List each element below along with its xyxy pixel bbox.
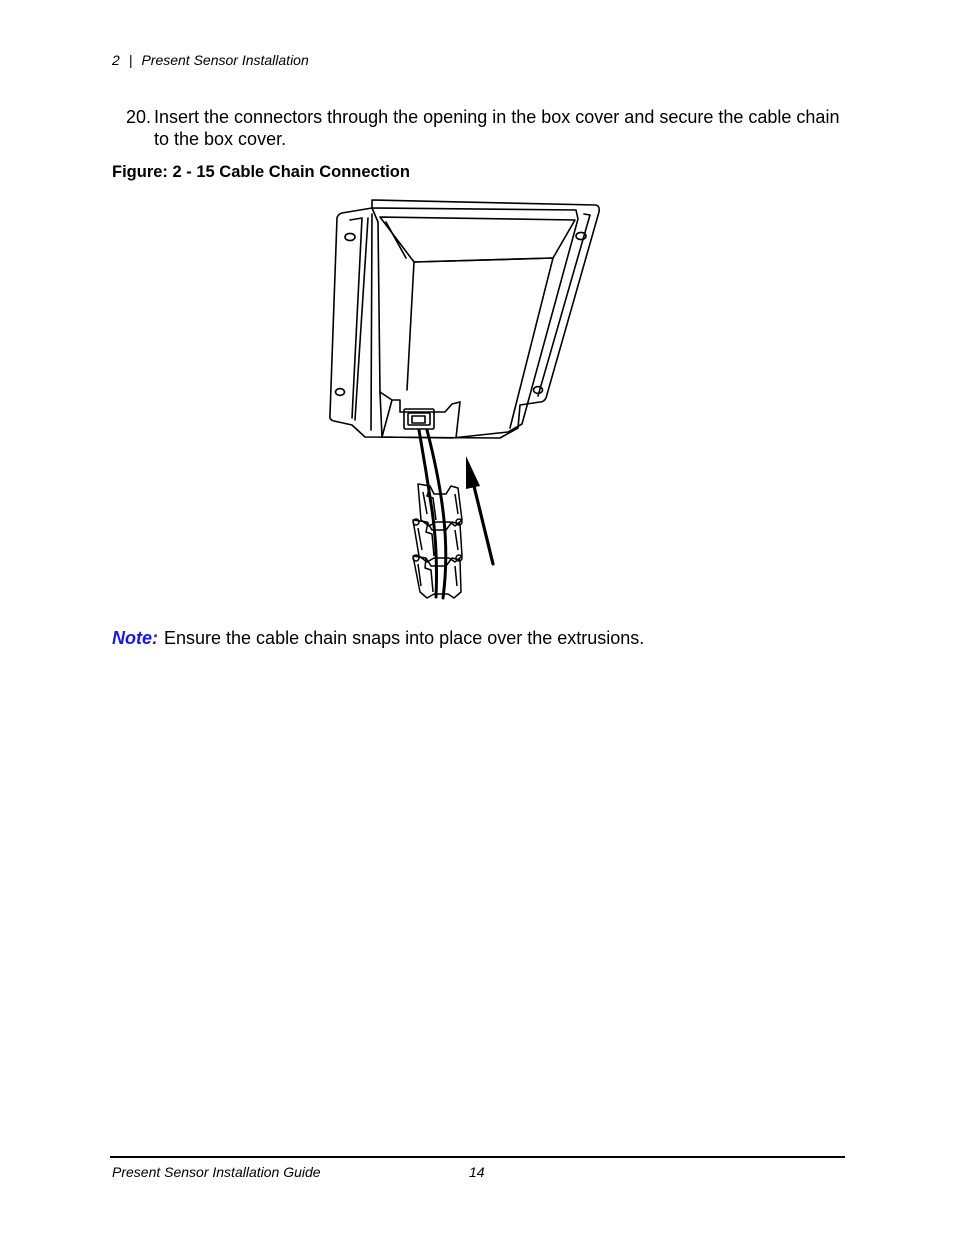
procedure-step (126, 106, 846, 150)
footer-page-number: 14 (469, 1164, 485, 1180)
mounting-flange (330, 200, 599, 438)
header-separator: | (128, 52, 133, 68)
note-label: Note: (112, 628, 158, 648)
footer-divider (110, 1156, 845, 1158)
box-cover (372, 208, 578, 438)
header-section-title: Present Sensor Installation (141, 52, 309, 68)
running-header (112, 52, 309, 68)
box-cover-cable-chain-illustration (320, 195, 620, 607)
note (112, 627, 644, 649)
mounting-hole-icon (534, 387, 543, 394)
header-chapter-number: 2 (112, 52, 120, 68)
step-number: 20. (126, 107, 152, 127)
note-text: Ensure the cable chain snaps into place over the extrusions. (164, 628, 645, 648)
footer-guide-title: Present Sensor Installation Guide (112, 1164, 321, 1180)
mounting-hole-icon (345, 233, 355, 240)
mounting-hole-icon (336, 389, 345, 396)
insert-direction-arrow-icon (466, 456, 493, 564)
figure-caption: Figure: 2 - 15 Cable Chain Connection (112, 163, 410, 181)
step-text: Insert the connectors through the opening in the box cover and secure the cable chain to the box cover. (154, 107, 840, 149)
